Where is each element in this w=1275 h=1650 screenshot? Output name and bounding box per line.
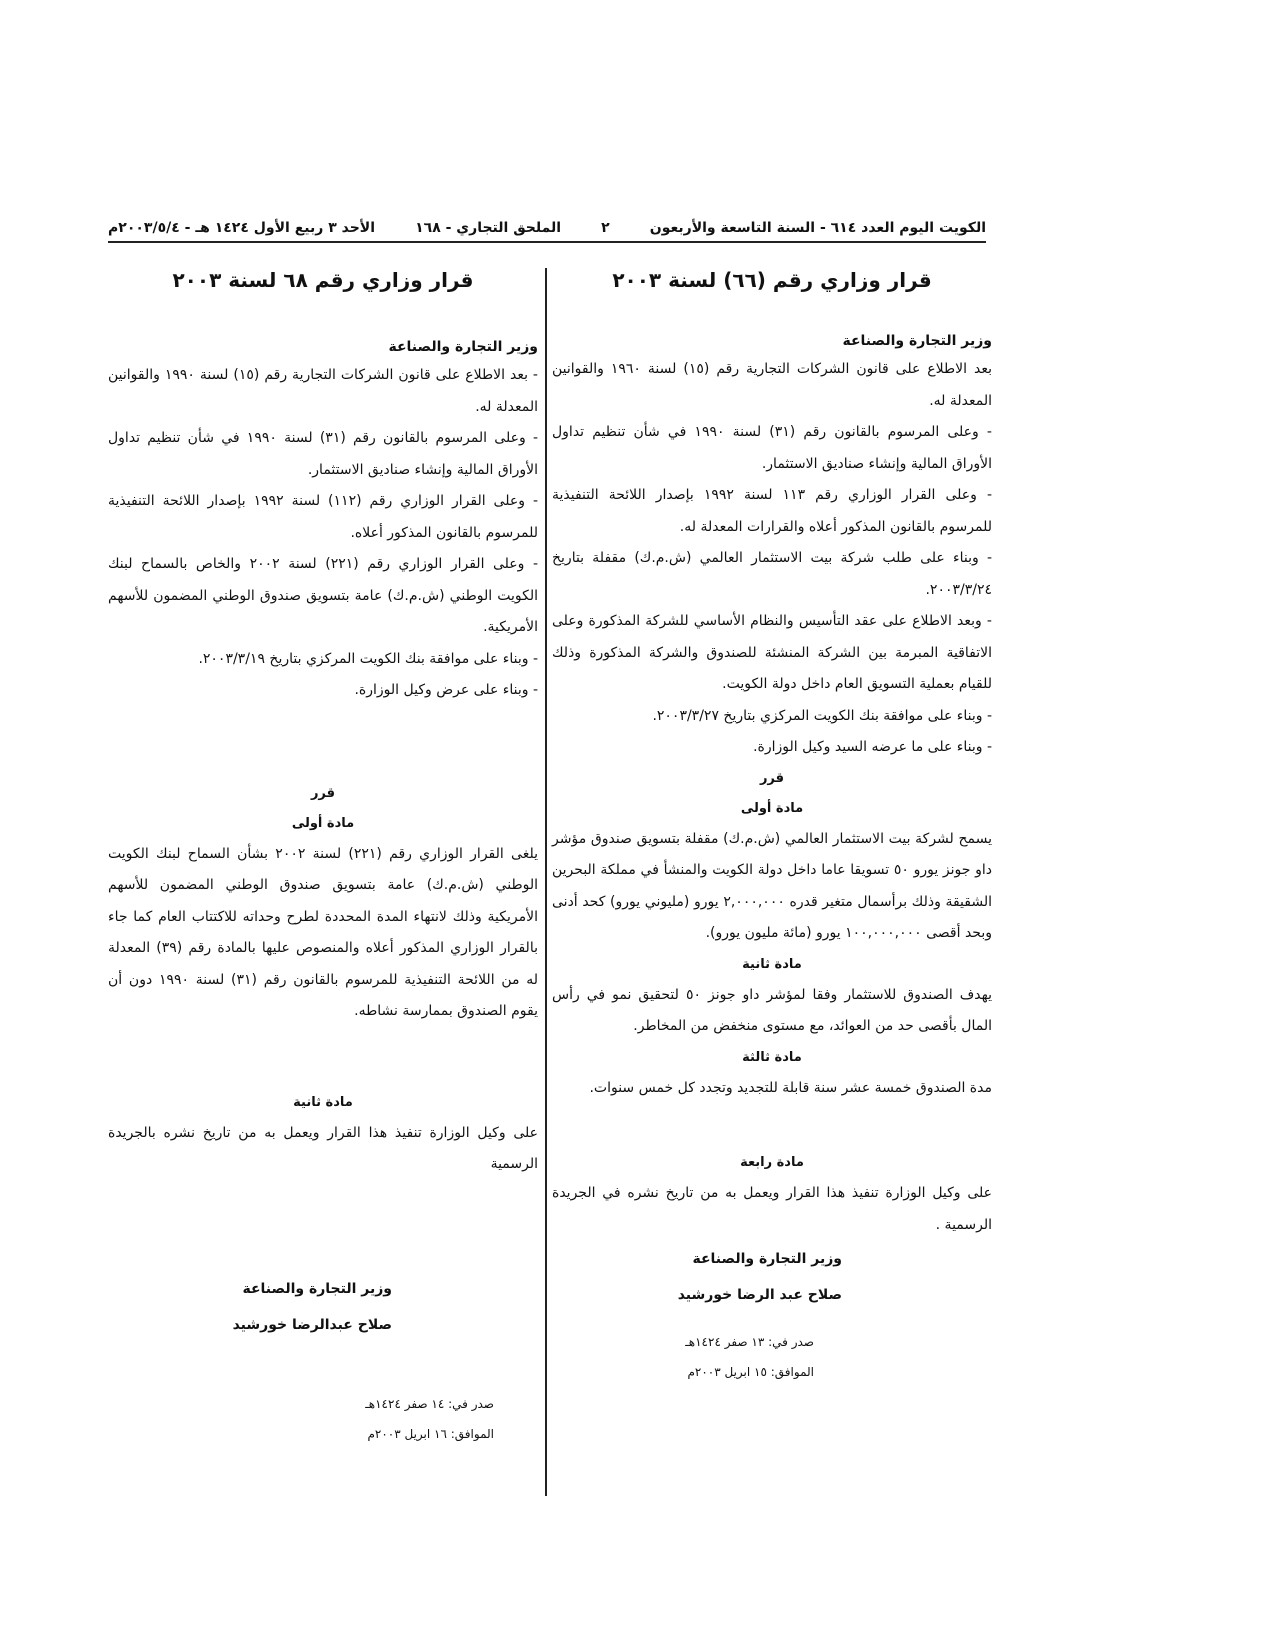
- decision-66-article-3-title: مادة ثالثة: [742, 1049, 802, 1065]
- decision-66-decided: قرر: [759, 770, 785, 786]
- decision-68-signature-title: وزير التجارة والصناعة: [242, 1280, 392, 1297]
- decision-68-signature-name: صلاح عبدالرضا خورشيد: [232, 1316, 392, 1333]
- decision-66-article-1-text: يسمح لشركة بيت الاستثمار العالمي (ش.م.ك) مقفلة بتسويق صندوق مؤشر داو جونز يورو ٥٠ تسويقا عاما داخل دولة الكويت والمنشأ في مملكة البحرين الشقيقة وذلك برأسمال متغير قدره ٢,٠٠٠,٠٠٠ يورو (مليوني يورو) كحد أدنى وبحد أقصى ١٠٠,٠٠٠,٠٠٠ يورو (مائة مليون يورو).: [552, 830, 993, 941]
- decision-66-recital: - وبناء على موافقة بنك الكويت المركزي بتاريخ ٢٠٠٣/٣/٢٧.: [652, 707, 992, 724]
- page-header: [108, 216, 986, 240]
- decision-68-column: [108, 262, 538, 1449]
- decision-68-issued-date: صدر في: ١٤ صفر ١٤٢٤هـ: [365, 1396, 494, 1411]
- decision-66-issued-date: صدر في: ١٣ صفر ١٤٢٤هـ: [685, 1335, 814, 1349]
- decision-68-recital: - وعلى المرسوم بالقانون رقم (٣١) لسنة ١٩٩٠ في شأن تنظيم تداول الأوراق المالية وإنشاء صناديق الاستثمار.: [108, 430, 539, 478]
- decision-66-minister-heading: وزير التجارة والصناعة: [842, 333, 992, 349]
- decision-68-article-2-text: على وكيل الوزارة تنفيذ هذا القرار ويعمل به من تاريخ نشره بالجريدة الرسمية: [108, 1124, 538, 1172]
- header-publication: الكويت اليوم العدد ٦١٤ - السنة التاسعة والأربعون: [649, 220, 986, 236]
- decision-68-recital: - وبناء على عرض وكيل الوزارة.: [354, 682, 538, 698]
- header-supplement: الملحق التجاري - ١٦٨: [415, 220, 562, 236]
- decision-66-signature-name: صلاح عبد الرضا خورشيد: [677, 1287, 842, 1303]
- column-divider: [545, 268, 547, 1496]
- decision-68-minister-heading: وزير التجارة والصناعة: [388, 339, 538, 355]
- decision-66-recital: - وبناء على ما عرضه السيد وكيل الوزارة.: [753, 739, 992, 755]
- decision-68-title: قرار وزاري رقم ٦٨ لسنة ٢٠٠٣: [172, 268, 474, 292]
- decision-66-article-3-text: مدة الصندوق خمسة عشر سنة قابلة للتجديد وتجدد كل خمس سنوات.: [589, 1079, 992, 1096]
- decision-66-article-4-title: مادة رابعة: [740, 1155, 804, 1170]
- header-date: الأحد ٣ ربيع الأول ١٤٢٤ هـ - ٢٠٠٣/٥/٤م: [108, 220, 376, 236]
- decision-66-column: [552, 262, 992, 1387]
- decision-66-recital: بعد الاطلاع على قانون الشركات التجارية رقم (١٥) لسنة ١٩٦٠ والقوانين المعدلة له.: [552, 361, 992, 409]
- decision-66-article-4-text: على وكيل الوزارة تنفيذ هذا القرار ويعمل به من تاريخ نشره في الجريدة الرسمية .: [552, 1185, 992, 1233]
- decision-68-article-1-title: مادة أولى: [291, 815, 355, 831]
- decision-66-title: قرار وزاري رقم (٦٦) لسنة ٢٠٠٣: [612, 268, 932, 292]
- decision-66-article-2-title: مادة ثانية: [742, 956, 802, 972]
- decision-68-corresponding-date: الموافق: ١٦ ابريل ٢٠٠٣م: [367, 1426, 494, 1441]
- decision-66-recital: - وبعد الاطلاع على عقد التأسيس والنظام الأساسي للشركة المذكورة وعلى الاتفاقية المبرمة بين الشركة المنشئة للصندوق والشركة المذكورة وذلك للقيام بعملية التسويق العام داخل دولة الكويت.: [552, 613, 992, 692]
- decision-66-article-2-text: يهدف الصندوق للاستثمار وفقا لمؤشر داو جونز ٥٠ لتحقيق نمو في رأس المال بأقصى حد من العوائد، مع مستوى منخفض من المخاطر.: [552, 986, 993, 1034]
- header-rule: [108, 241, 986, 243]
- decision-68-recital: - وبناء على موافقة بنك الكويت المركزي بتاريخ ٢٠٠٣/٣/١٩.: [198, 650, 538, 667]
- decision-66-recital: - وبناء على طلب شركة بيت الاستثمار العالمي (ش.م.ك) مقفلة بتاريخ ٢٠٠٣/٣/٢٤.: [552, 550, 992, 598]
- decision-68-article-2-title: مادة ثانية: [293, 1094, 353, 1110]
- decision-66-signature-title: وزير التجارة والصناعة: [692, 1251, 842, 1267]
- decision-66-corresponding-date: الموافق: ١٥ ابريل ٢٠٠٣م: [687, 1365, 814, 1379]
- decision-66-recital: - وعلى المرسوم بالقانون رقم (٣١) لسنة ١٩٩٠ في شأن تنظيم تداول الأوراق المالية وإنشاء صناديق الاستثمار.: [552, 424, 992, 472]
- decision-68-recital: - بعد الاطلاع على قانون الشركات التجارية رقم (١٥) لسنة ١٩٩٠ والقوانين المعدلة له.: [108, 367, 538, 415]
- header-page-number: ٢: [601, 220, 610, 236]
- decision-68-recital: - وعلى القرار الوزاري رقم (١١٢) لسنة ١٩٩٢ بإصدار اللائحة التنفيذية للمرسوم بالقانون المذكور أعلاه.: [108, 493, 538, 541]
- decision-68-article-1-text: يلغى القرار الوزاري رقم (٢٢١) لسنة ٢٠٠٢ بشأن السماح لبنك الكويت الوطني (ش.م.ك) عامة بتسويق صندوق الوطني المضمون للأسهم الأمريكية وذلك لانتهاء المدة المحددة لطرح وحداته للاكتتاب العام كما جاء بالقرار الوزاري المذكور أعلاه والمنصوص عليها بالمادة رقم (٣٩) المعدلة له من اللائحة التنفيذية للمرسوم بالقانون رقم (٣١) لسنة ١٩٩٠ دون أن يقوم الصندوق بممارسة نشاطه.: [108, 845, 538, 1019]
- decision-66-recital: - وعلى القرار الوزاري رقم ١١٣ لسنة ١٩٩٢ بإصدار اللائحة التنفيذية للمرسوم بالقانون المذكور أعلاه والقرارات المعدلة له.: [552, 487, 992, 535]
- decision-66-article-1-title: مادة أولى: [740, 800, 804, 816]
- decision-68-recital: - وعلى القرار الوزاري رقم (٢٢١) لسنة ٢٠٠٢ والخاص بالسماح لبنك الكويت الوطني (ش.م.ك) عامة بتسويق صندوق الوطني المضمون للأسهم الأمريكية.: [108, 556, 538, 635]
- decision-68-decided: قرر: [310, 785, 336, 801]
